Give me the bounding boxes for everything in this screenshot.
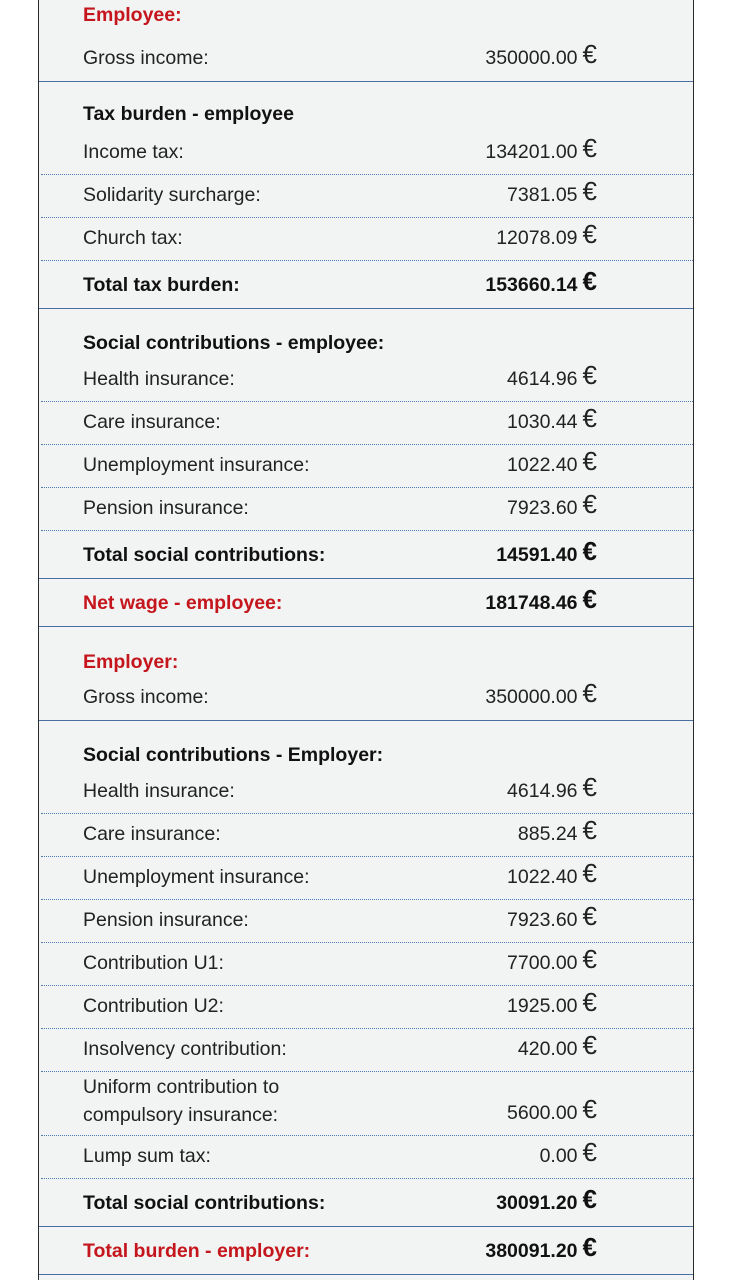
tax-item-row [83,175,597,218]
euro-symbol: € [582,403,597,433]
social-item-label: Pension insurance: [83,497,249,519]
social-item-value: 4614.96 € [507,772,597,802]
euro-symbol: € [582,678,597,708]
employer-social-heading: Social contributions - Employer: [83,744,384,766]
tax-total-label: Total tax burden: [83,274,240,296]
employer-social-item-row [83,857,597,900]
euro-symbol: € [582,1094,597,1124]
employer-social-item-row [83,1029,597,1072]
employee-social-heading: Social contributions - employee: [83,332,385,354]
employer-social-item-row [83,773,597,814]
social-item-label: Care insurance: [83,411,221,433]
employer-social-total-row [83,1179,597,1226]
social-item-label: Health insurance: [83,368,235,390]
euro-symbol: € [582,489,597,519]
euro-symbol: € [582,1184,597,1214]
employer-social-item-row [83,1136,597,1179]
social-item-value: 1925.00 € [507,987,597,1017]
euro-symbol: € [582,1232,597,1262]
tax-item-label: Church tax: [83,227,183,249]
social-item-label: Health insurance: [83,780,235,802]
tax-heading-row [83,82,597,132]
euro-symbol: € [582,772,597,802]
social-item-label: Contribution U2: [83,995,224,1017]
employee-heading-row [83,0,597,38]
euro-symbol: € [582,446,597,476]
tax-item-row [83,132,597,175]
employee-social-heading-row [83,309,597,361]
employer-social-item-row [83,986,597,1029]
employee-social-total-value: 14591.40 € [496,536,597,566]
euro-symbol: € [582,360,597,390]
social-item-value: 885.24 € [517,815,597,845]
payroll-results-panel [38,0,694,1280]
social-item-label: Insolvency contribution: [83,1038,287,1060]
section-divider [39,1274,693,1275]
employer-total-burden-row [83,1227,597,1274]
net-wage-row [83,579,597,626]
social-item-label-line1: Uniform contribution to [83,1076,280,1098]
tax-item-label: Solidarity surcharge: [83,184,261,206]
social-item-value: 7700.00 € [507,944,597,974]
employer-social-total-label: Total social contributions: [83,1192,326,1214]
employee-social-item-row [83,488,597,531]
euro-symbol: € [582,901,597,931]
social-item-label: Pension insurance: [83,909,249,931]
euro-symbol: € [582,266,597,296]
employer-heading: Employer: [83,651,179,673]
employee-heading: Employee: [83,4,182,26]
tax-heading: Tax burden - employee [83,103,294,125]
euro-symbol: € [582,815,597,845]
employee-social-item-row [83,361,597,402]
employer-social-heading-row [83,721,597,773]
employer-total-burden-label: Total burden - employer: [83,1240,311,1262]
employee-gross-row [83,38,597,81]
employer-gross-label: Gross income: [83,686,209,708]
employee-social-item-row [83,402,597,445]
tax-item-value: 134201.00 € [485,133,597,163]
euro-symbol: € [582,536,597,566]
euro-symbol: € [582,1030,597,1060]
employer-gross-value: 350000.00 € [485,678,597,708]
tax-total-row [83,261,597,308]
employer-social-total-value: 30091.20 € [496,1184,597,1214]
tax-item-label: Income tax: [83,141,184,163]
employee-social-total-label: Total social contributions: [83,544,326,566]
employee-gross-label: Gross income: [83,47,209,69]
net-wage-value: 181748.46 € [485,584,597,614]
tax-item-value: 7381.05 € [507,176,597,206]
employer-social-item-row [83,1072,597,1136]
social-item-value: 420.00 € [517,1030,597,1060]
social-item-label: Unemployment insurance: [83,866,310,888]
tax-total-value: 153660.14 € [485,266,597,296]
social-item-label-line2: compulsory insurance: [83,1104,279,1126]
employee-social-total-row [83,531,597,578]
social-item-label: Contribution U1: [83,952,224,974]
euro-symbol: € [582,858,597,888]
employer-total-burden-value: 380091.20 € [485,1232,597,1262]
social-item-value: 7923.60 € [507,489,597,519]
euro-symbol: € [582,176,597,206]
euro-symbol: € [582,39,597,69]
euro-symbol: € [582,584,597,614]
social-item-value: 1022.40 € [507,446,597,476]
net-wage-label: Net wage - employee: [83,592,283,614]
employer-social-item-row [83,900,597,943]
employee-gross-value: 350000.00 € [485,39,597,69]
social-item-value: 1030.44 € [507,403,597,433]
euro-symbol: € [582,987,597,1017]
employer-gross-row [83,679,597,720]
euro-symbol: € [582,944,597,974]
social-item-label: Unemployment insurance: [83,454,310,476]
employer-heading-row [83,627,597,679]
euro-symbol: € [582,219,597,249]
social-item-label [83,1073,279,1129]
tax-item-row [83,218,597,261]
social-item-label: Lump sum tax: [83,1145,211,1167]
social-item-value: 1022.40 € [507,858,597,888]
euro-symbol: € [582,133,597,163]
social-item-label: Care insurance: [83,823,221,845]
tax-item-value: 12078.09 € [496,219,597,249]
employee-social-item-row [83,445,597,488]
employer-social-item-row [83,814,597,857]
social-item-value: 5600.00 € [507,1094,597,1124]
social-item-value: 7923.60 € [507,901,597,931]
employer-social-item-row [83,943,597,986]
social-item-value: 0.00 € [539,1137,597,1167]
social-item-value: 4614.96 € [507,360,597,390]
euro-symbol: € [582,1137,597,1167]
